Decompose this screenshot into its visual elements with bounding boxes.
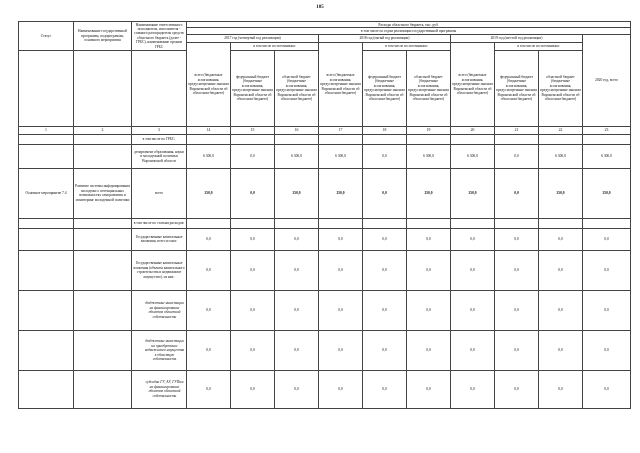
table-row [19,218,631,228]
header-year-2020-total: 2020 год, всего [583,34,631,126]
cell-value: 0,0 [363,144,407,168]
cell-executor: всего [132,168,187,218]
column-numbers-row [19,126,631,134]
cell-value: 0,0 [187,330,231,370]
table-row [19,370,631,408]
cell-value: 250,0 [407,168,451,218]
page-number: 105 [316,5,324,10]
cell-executor: Государственные капитальные вложения (объекты капитального строительства и недвижимое имущество), из них: [132,250,187,290]
header-program-name: Наименование государственной программы, подпрограммы, основного мероприятия [74,22,132,51]
column-number: 19 [407,126,451,134]
cell-value: 0,0 [495,290,539,330]
cell-value: 0,0 [231,168,275,218]
cell-value: 0,0 [275,228,319,250]
column-number: 18 [363,126,407,134]
header-spacer-name [74,50,132,126]
table-row [19,168,631,218]
cell-value: 0,0 [495,250,539,290]
cell-value: 0,0 [319,290,363,330]
cell-value: 0,0 [407,290,451,330]
cell-value: 0,0 [187,290,231,330]
cell-value: 6 300,0 [451,144,495,168]
header-2018-total: всего (бюджетные ассигнования, предусмотренные законом Воронежской области об областном бюджете) [319,42,363,126]
cell-value: 0,0 [275,370,319,408]
cell-executor: бюджетные инвестиции на финансирование объектов областной собственности [132,290,187,330]
cell-value: 0,0 [583,370,631,408]
cell-value: 250,0 [319,168,363,218]
cell-value: 0,0 [363,370,407,408]
column-number: 15 [231,126,275,134]
cell-value: 0,0 [407,370,451,408]
header-2019-total: всего (бюджетные ассигнования, предусмотренные законом Воронежской области об областном бюджете) [451,42,495,126]
cell-value: 0,0 [451,330,495,370]
cell-value: 0,0 [231,290,275,330]
cell-value: 0,0 [407,250,451,290]
column-number: 2 [74,126,132,134]
cell-name [74,134,132,144]
cell-value: 6 300,0 [407,144,451,168]
cell-value: 0,0 [187,228,231,250]
header-spacer-status [19,50,74,126]
table-row [19,330,631,370]
cell-executor: бюджетные инвестиции на приобретение недвижимого имущества в областную собственность [132,330,187,370]
table-row [19,290,631,330]
cell-value: 0,0 [187,370,231,408]
cell-status: Основное мероприятие 7.4 [19,168,74,218]
column-number: 23 [583,126,631,134]
budget-table [18,21,631,409]
cell-value: 0,0 [451,290,495,330]
table-row [19,228,631,250]
cell-value: 0,0 [275,290,319,330]
cell-value: 0,0 [231,370,275,408]
cell-value: 0,0 [319,228,363,250]
cell-executor: Государственные капитальные вложения, всего из них: [132,228,187,250]
header-year-2019: 2019 год (шестой год реализации) [451,34,583,42]
cell-executor: субсидии ГУ, АУ, ГУПам на финансирование объектов областной собственности [132,370,187,408]
cell-value: 6 300,0 [539,144,583,168]
cell-value: 0,0 [231,250,275,290]
cell-value: 0,0 [407,228,451,250]
column-number: 14 [187,126,231,134]
header-2019-federal: федеральный бюджет (бюджетные ассигнования, предусмотренные законом Воронежской области об областном бюджете) [495,50,539,126]
header-spacer-executor [132,50,187,126]
cell-value: 0,0 [539,290,583,330]
column-number: 20 [451,126,495,134]
cell-value: 250,0 [539,168,583,218]
column-number: 17 [319,126,363,134]
cell-value: 0,0 [319,370,363,408]
column-number: 3 [132,126,187,134]
cell-value: 0,0 [495,228,539,250]
cell-value: 250,0 [451,168,495,218]
header-2017-total: всего (бюджетные ассигнования, предусмотренные законом Воронежской области об областном бюджете) [187,42,231,126]
cell-value: 0,0 [539,250,583,290]
cell-value: 0,0 [451,370,495,408]
header-2019-sources: в том числе по источникам: [495,42,583,50]
cell-value: 250,0 [275,168,319,218]
cell-value: 0,0 [407,330,451,370]
cell-value: 0,0 [275,330,319,370]
cell-value: 0,0 [363,250,407,290]
cell-value: 0,0 [231,330,275,370]
cell-value: 0,0 [539,330,583,370]
table-row [19,250,631,290]
cell-status [19,144,74,168]
cell-executor: в том числе по ГРБС: [132,134,187,144]
header-2019-regional: областной бюджет (бюджетные ассигнования, предусмотренные законом Воронежской области об областном бюджете) [539,50,583,126]
header-status: Статус [19,22,74,51]
header-2017-federal: федеральный бюджет (бюджетные ассигнования, предусмотренные законом Воронежской области об областном бюджете) [231,50,275,126]
table-row [19,144,631,168]
header-by-program: в том числе по годам реализации государственной программы [187,28,631,34]
cell-value: 0,0 [495,370,539,408]
cell-value: 0,0 [231,228,275,250]
table-row [19,134,631,144]
cell-value: 0,0 [363,330,407,370]
cell-value: 0,0 [363,290,407,330]
cell-value: 0,0 [495,330,539,370]
column-number: 22 [539,126,583,134]
header-year-2017: 2017 год (четвертый год реализации) [187,34,319,42]
cell-value: 0,0 [275,250,319,290]
cell-value: 0,0 [231,144,275,168]
header-2017-sources: в том числе по источникам: [231,42,319,50]
cell-name: Развитие системы информирования молодежи о потенциальных возможностях саморазвития и мониторинг молодежной политики [74,168,132,218]
cell-value: 0,0 [583,228,631,250]
column-number: 1 [19,126,74,134]
cell-status [19,134,74,144]
header-2018-federal: федеральный бюджет (бюджетные ассигнования, предусмотренные законом Воронежской области об областном бюджете) [363,50,407,126]
header-2018-sources: в том числе по источникам: [363,42,451,50]
cell-value: 0,0 [495,168,539,218]
cell-value: 0,0 [319,330,363,370]
cell-value: 0,0 [451,250,495,290]
cell-value: 250,0 [187,168,231,218]
header-2017-regional: областной бюджет (бюджетные ассигнования, предусмотренные законом Воронежской области об областном бюджете) [275,50,319,126]
header-executor: Наименование ответственного исполнителя, исполнителя - главного распорядителя средств областного бюджета (далее - ГРБС), наименование органов ГРБС [132,22,187,51]
column-number: 21 [495,126,539,134]
column-number: 16 [275,126,319,134]
cell-value: 0,0 [451,228,495,250]
cell-value: 6 300,0 [319,144,363,168]
cell-executor: департамент образования, науки и молодежной политики Воронежской области [132,144,187,168]
cell-value: 0,0 [363,168,407,218]
cell-value: 0,0 [583,250,631,290]
cell-executor: в том числе по статьям расходов: [132,218,187,228]
cell-value: 0,0 [495,144,539,168]
cell-name [74,144,132,168]
cell-value: 0,0 [539,228,583,250]
cell-value: 6 300,0 [583,144,631,168]
cell-value: 0,0 [187,250,231,290]
cell-value: 6 300,0 [187,144,231,168]
cell-value: 6 300,0 [275,144,319,168]
cell-value: 250,0 [583,168,631,218]
header-2018-regional: областной бюджет (бюджетные ассигнования, предусмотренные законом Воронежской области об областном бюджете) [407,50,451,126]
cell-value: 0,0 [583,330,631,370]
cell-value: 0,0 [319,250,363,290]
header-expenses: Расходы областного бюджета, тыс. руб. [187,22,631,28]
cell-value: 0,0 [539,370,583,408]
cell-value: 0,0 [583,290,631,330]
cell-value: 0,0 [363,228,407,250]
header-year-2018: 2018 год (пятый год реализации) [319,34,451,42]
